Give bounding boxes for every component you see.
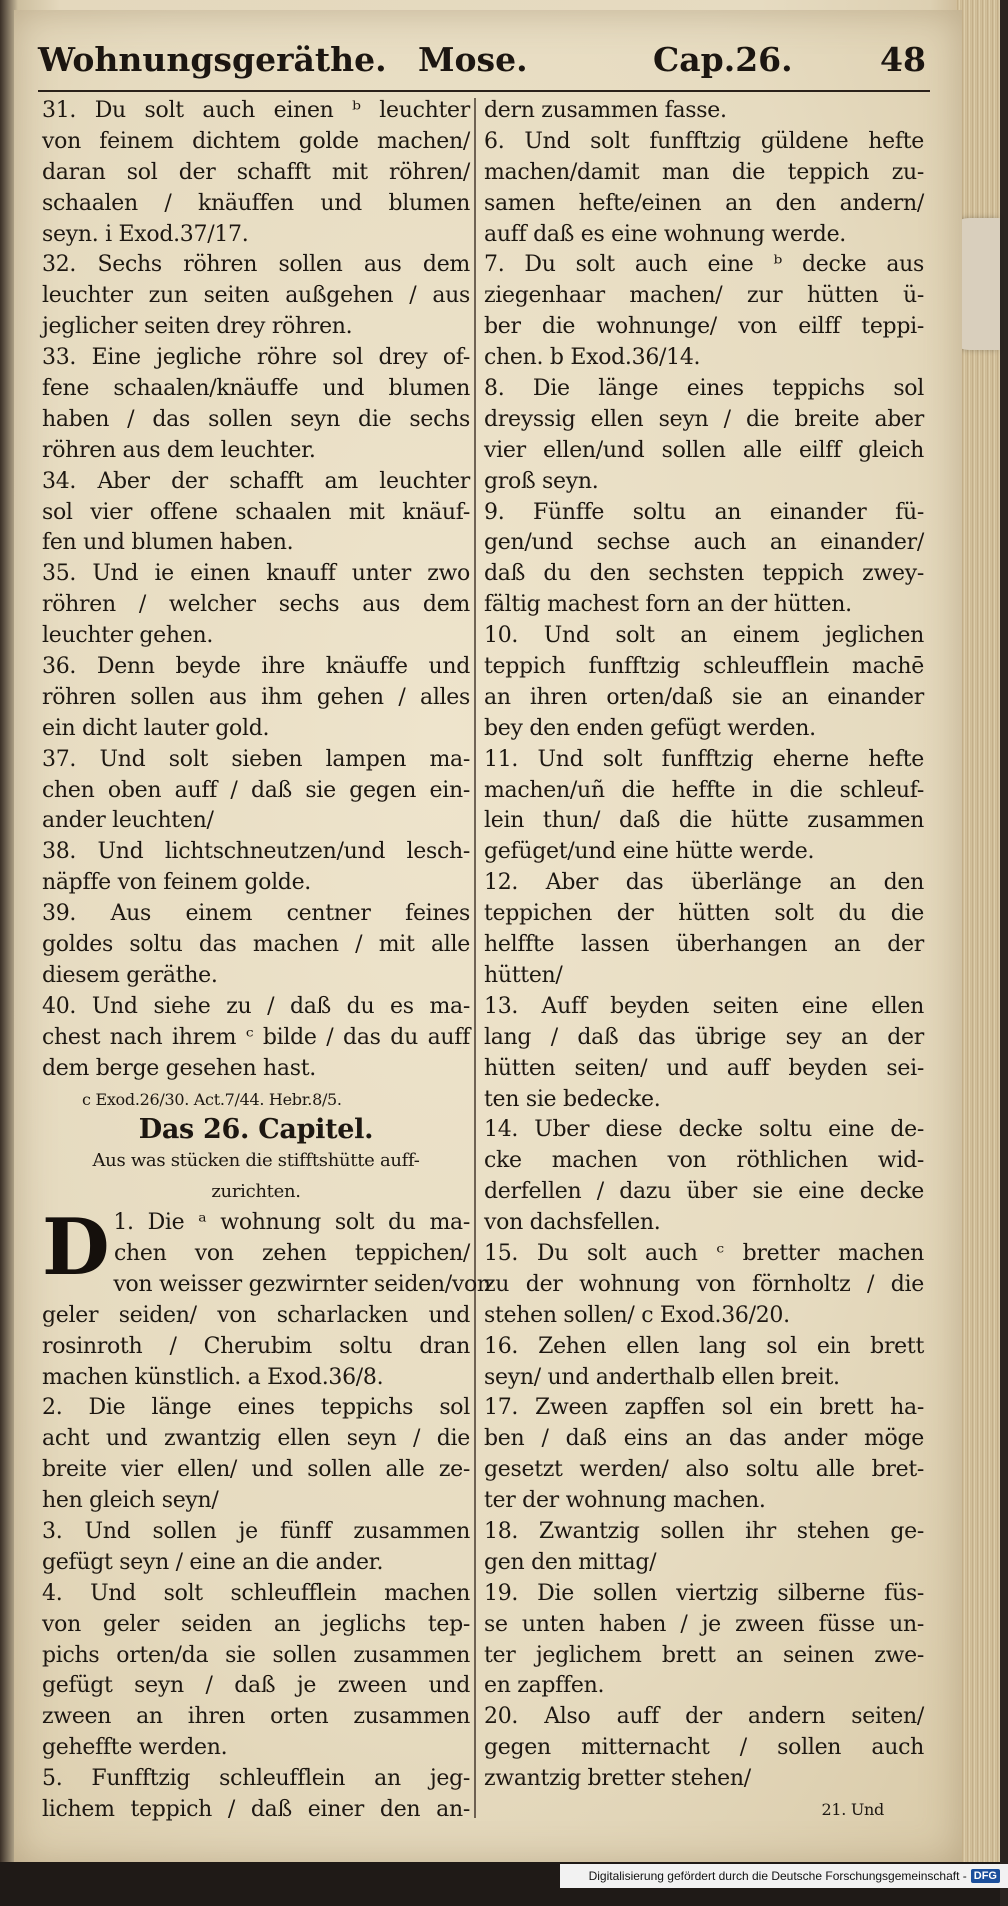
text-line: haben / das sollen seyn die sechs xyxy=(42,406,470,432)
text-line: cke machen von röthlichen wid- xyxy=(484,1148,924,1174)
text-line: Aus was stücken die stifftshütte auff- xyxy=(92,1150,420,1172)
text-line: röhren sollen aus ihm gehen / alles xyxy=(42,684,470,710)
text-line: 7. Du solt auch eine ᵇ decke aus xyxy=(484,252,924,278)
text-line: en zapffen. xyxy=(484,1673,605,1699)
text-line: 5. Funfftzig schleufflein an jeg- xyxy=(42,1766,470,1792)
text-line: 10. Und solt an einem jeglichen xyxy=(484,623,924,649)
text-line: ander leuchten/ xyxy=(42,808,214,834)
text-line: c Exod.26/30. Act.7/44. Hebr.8/5. xyxy=(82,1089,342,1109)
text-line: zween an ihren orten zusammen xyxy=(42,1704,470,1730)
digitization-credit xyxy=(560,1864,1008,1888)
text-line: von feinem dichtem golde machen/ xyxy=(42,128,470,154)
text-line: gefüget/und eine hütte werde. xyxy=(484,839,815,865)
text-line: lang / daß das übrige sey an der xyxy=(484,1024,924,1050)
left-text-column xyxy=(42,96,491,1826)
text-line: rosinroth / Cherubim soltu dran xyxy=(42,1333,470,1359)
text-line: gefügt seyn / daß je zween und xyxy=(42,1673,470,1699)
text-line: gesetzt werden/ also soltu alle bret- xyxy=(484,1457,924,1483)
text-line: hütten seiten/ und auff beyden sei- xyxy=(484,1055,924,1081)
text-line: derfellen / dazu über sie eine decke xyxy=(484,1179,924,1205)
drop-cap-initial: D xyxy=(42,1202,110,1294)
text-line: chest nach ihrem ᶜ bilde / das du auff xyxy=(42,1024,470,1050)
text-line: zwantzig bretter stehen/ xyxy=(484,1766,751,1792)
text-line: 37. Und solt sieben lampen ma- xyxy=(42,746,470,772)
text-line: von dachsfellen. xyxy=(484,1210,661,1236)
text-line: se unten haben / je zween füsse un- xyxy=(484,1611,924,1637)
text-line: von weisser gezwirnter seiden/von xyxy=(113,1271,491,1297)
text-line: dern zusammen fasse. xyxy=(484,98,727,123)
text-line: ein dicht lauter gold. xyxy=(42,715,270,741)
text-line: zu der wohnung von förnholtz / die xyxy=(484,1271,924,1297)
text-line: 15. Du solt auch ᶜ bretter machen xyxy=(484,1240,924,1266)
text-line: röhren / welcher sechs aus dem xyxy=(42,592,470,618)
text-line: ben / daß eins an das ander möge xyxy=(484,1426,924,1452)
text-line: jeglicher seiten drey röhren. xyxy=(42,314,353,340)
text-line: 21. Und xyxy=(821,1799,884,1819)
text-line: 16. Zehen ellen lang sol ein brett xyxy=(484,1333,924,1359)
text-line: 40. Und siehe zu / daß du es ma- xyxy=(42,993,470,1019)
text-line: machen/uñ die heffte in die schleuf- xyxy=(484,777,924,803)
text-line: sol vier offene schaalen mit knäuf- xyxy=(42,499,470,525)
column-divider xyxy=(474,98,476,1818)
text-line: von geler seiden an jeglichs tep- xyxy=(42,1611,470,1637)
text-line: 19. Die sollen viertzig silberne füs- xyxy=(484,1580,924,1606)
text-line: an ihren orten/daß sie an einander xyxy=(484,684,924,710)
text-line: teppichen der hütten solt du die xyxy=(484,901,924,927)
chapter-reference: Cap.26. xyxy=(653,40,793,79)
text-line: gen den mittag/ xyxy=(484,1549,657,1575)
text-line: dreyssig ellen seyn / die breite aber xyxy=(484,406,924,432)
text-line: ten sie bedecke. xyxy=(484,1086,661,1112)
text-line: goldes soltu das machen / mit alle xyxy=(42,932,470,958)
text-line: geheffte werden. xyxy=(42,1735,228,1761)
text-line: 38. Und lichtschneutzen/und lesch- xyxy=(42,839,470,865)
text-line: 33. Eine jegliche röhre sol drey of- xyxy=(42,345,470,371)
text-line: chen von zehen teppichen/ xyxy=(114,1240,470,1266)
header-rule xyxy=(38,90,930,92)
text-line: ziegenhaar machen/ zur hütten ü- xyxy=(484,283,924,309)
text-line: 12. Aber das überlänge an den xyxy=(484,870,924,896)
text-line: leuchter zun seiten außgehen / aus xyxy=(42,283,470,309)
text-line: chen. b Exod.36/14. xyxy=(484,345,701,371)
text-line: näpffe von feinem golde. xyxy=(42,870,312,896)
credit-text: Digitalisierung gefördert durch die Deutsche Forschungsgemeinschaft - xyxy=(588,1869,967,1883)
text-line: seyn/ und anderthalb ellen breit. xyxy=(484,1364,840,1390)
text-line: acht und zwantzig ellen seyn / die xyxy=(42,1426,470,1452)
text-line: 18. Zwantzig sollen ihr stehen ge- xyxy=(484,1518,924,1544)
text-line: 17. Zween zapffen sol ein brett ha- xyxy=(484,1395,924,1421)
text-line: 36. Denn beyde ihre knäuffe und xyxy=(42,654,470,680)
text-line: 8. Die länge eines teppichs sol xyxy=(484,376,924,402)
book-name: Mose. xyxy=(418,40,528,79)
text-line: 32. Sechs röhren sollen aus dem xyxy=(42,252,470,278)
text-line: dem berge gesehen hast. xyxy=(42,1055,316,1081)
text-line: gen/und sechse auch an einander/ xyxy=(484,530,924,556)
text-line: hen gleich seyn/ xyxy=(42,1488,219,1514)
text-line: 11. Und solt funfftzig eherne hefte xyxy=(484,746,924,772)
text-line: 2. Die länge eines teppichs sol xyxy=(42,1395,470,1421)
text-line: schaalen / knäuffen und blumen xyxy=(42,190,470,216)
text-line: stehen sollen/ c Exod.36/20. xyxy=(484,1302,790,1328)
text-line: 6. Und solt funfftzig güldene hefte xyxy=(484,128,924,154)
text-line: fältig machest forn an der hütten. xyxy=(484,592,852,618)
text-line: teppich funfftzig schleufflein machē xyxy=(484,654,924,680)
text-line: daß du den sechsten teppich zwey- xyxy=(484,561,924,587)
text-line: ter jeglichem brett an seinen zwe- xyxy=(484,1642,924,1668)
text-line: 35. Und ie einen knauff unter zwo xyxy=(42,561,470,587)
text-line: vier ellen/und sollen alle eilff gleich xyxy=(484,437,924,463)
text-line: 34. Aber der schafft am leuchter xyxy=(42,468,470,494)
text-line: fen und blumen haben. xyxy=(42,530,294,556)
text-line: ter der wohnung machen. xyxy=(484,1488,766,1514)
text-line: leuchter gehen. xyxy=(42,623,214,649)
text-line: ber die wohnunge/ von eilff teppi- xyxy=(484,314,924,340)
text-line: röhren aus dem leuchter. xyxy=(42,437,316,463)
text-line: 31. Du solt auch einen ᵇ leuchter xyxy=(42,98,470,123)
text-line: lichem teppich / daß einer den an- xyxy=(42,1796,470,1822)
text-line: hütten/ xyxy=(484,962,563,988)
text-line: zurichten. xyxy=(211,1181,301,1203)
text-line: diesem geräthe. xyxy=(42,962,218,988)
text-line: fene schaalen/knäuffe und blumen xyxy=(42,376,470,402)
text-line: samen hefte/einen an den andern/ xyxy=(484,190,924,216)
page-header xyxy=(38,40,928,86)
text-line: pichs orten/da sie sollen zusammen xyxy=(42,1642,470,1668)
page-number: 48 xyxy=(880,40,926,79)
text-line: chen oben auff / daß sie gegen ein- xyxy=(42,777,470,803)
text-line: 39. Aus einem centner feines xyxy=(42,901,470,927)
text-line: lein thun/ daß die hütte zusammen xyxy=(484,808,924,834)
text-line: geler seiden/ von scharlacken und xyxy=(42,1302,470,1328)
text-line: helffte lassen überhangen an der xyxy=(484,932,924,958)
text-line: 3. Und sollen je fünff zusammen xyxy=(42,1518,470,1544)
text-line: 4. Und solt schleufflein machen xyxy=(42,1580,470,1606)
text-line: gegen mitternacht / sollen auch xyxy=(484,1735,924,1761)
text-line: 9. Fünffe soltu an einander fü- xyxy=(484,499,924,525)
text-line: auff daß es eine wohnung werde. xyxy=(484,221,846,247)
text-line: machen künstlich. a Exod.36/8. xyxy=(42,1364,384,1390)
text-line: gefügt seyn / eine an die ander. xyxy=(42,1549,384,1575)
text-line: machen/damit man die teppich zu- xyxy=(484,159,924,185)
text-line: Das 26. Capitel. xyxy=(138,1114,374,1146)
running-title: Wohnungsgeräthe. xyxy=(38,40,387,79)
text-line: bey den enden gefügt werden. xyxy=(484,715,816,741)
text-line: groß seyn. xyxy=(484,468,599,494)
text-line: breite vier ellen/ und sollen alle ze- xyxy=(42,1457,470,1483)
text-line-content: 1. Die ᵃ wohnung solt du ma- xyxy=(113,1210,470,1236)
text-line: 14. Uber diese decke soltu eine de- xyxy=(484,1117,924,1143)
text-line: 13. Auff beyden seiten eine ellen xyxy=(484,993,924,1019)
text-line: daran sol der schafft mit röhren/ xyxy=(42,159,470,185)
text-line: 20. Also auff der andern seiten/ xyxy=(484,1704,924,1730)
right-text-column xyxy=(484,96,924,1826)
dfg-logo: DFG xyxy=(971,1869,1000,1883)
text-line: seyn. i Exod.37/17. xyxy=(42,221,249,247)
